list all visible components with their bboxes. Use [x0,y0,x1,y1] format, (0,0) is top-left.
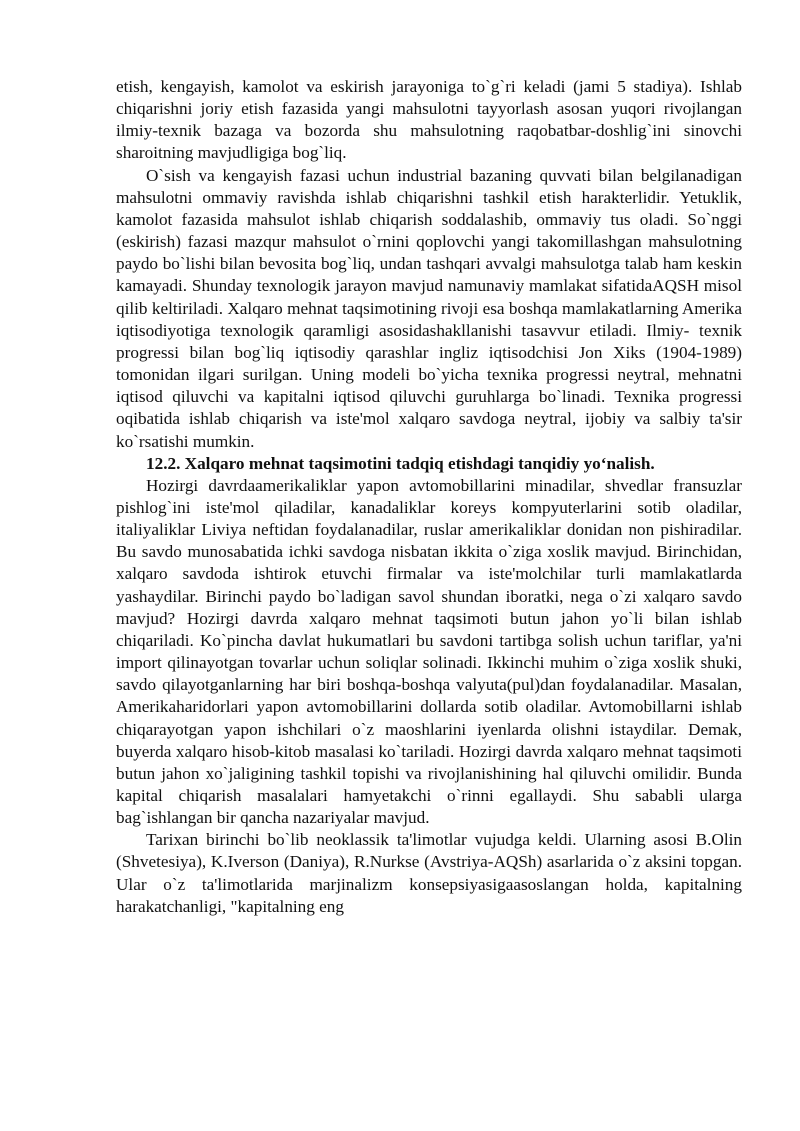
document-page [116,76,742,918]
paragraph-international-trade: Hozirgi davrdaamerikaliklar yapon avtomobillarini minadilar, shvedlar fransuzlar pishlog`ini iste'mol qiladilar, kanadaliklar koreys kompyuterlarini sotib oladilar, italiyaliklar Liviya neftidan foydalanadilar, ruslar amerikaliklar donidan non pishiradilar. Bu savdo munosabatida ichki savdoga nisbatan ikkita o`ziga xoslik mavjud. Birinchidan, xalqaro savdoda ishtirok etuvchi firmalar va iste'molchilar turli mamlakatlarda yashaydilar. Birinchi paydo bo`ladigan savol shundan iboratki, nega o`zi xalqaro savdo mavjud? Hozirgi davrda xalqaro mehnat taqsimoti butun jahon yo`li bilan ishlab chiqariladi. Ko`pincha davlat hukumatlari bu savdoni tartibga solish uchun tariflar, ya'ni import qilinayotgan tovarlar uchun soliqlar solinadi. Ikkinchi muhim o`ziga xoslik shuki, savdo qilayotganlarning har biri boshqa-boshqa valyuta(pul)dan foydalanadilar. Masalan, Amerikaharidorlari yapon avtomobillarini dollarda sotib oladilar. Avtomobillarni ishlab chiqarayotgan yapon ishchilari o`z maoshlarini iyenlarda olishni istaydilar. Demak, buyerda xalqaro hisob-kitob masalasi ko`tariladi. Hozirgi davrda xalqaro mehnat taqsimoti butun jahon xo`jaligining tashkil topishi va rivojlanishining hal qiluvchi omilidir. Bunda kapital chiqarish masalalari hamyetakchi o`rinni egallaydi. Shu sababli ularga bag`ishlangan bir qancha nazariyalar mavjud. [116,475,742,828]
paragraph-neoclassical: Tarixan birinchi bo`lib neoklassik ta'limotlar vujudga keldi. Ularning asosi B.Olin (Shvetesiya), K.Iverson (Daniya), R.Nurkse (Avstriya-AQSh) asarlarida o`z aksini topgan. Ular o`z ta'limotlarida marjinalizm konsepsiyasigaasoslangan holda, kapitalning harakatchanligi, "kapitalning eng [116,830,742,916]
section-heading: 12.2. Xalqaro mehnat taqsimotini tadqiq etishdagi tanqidiy yo‘nalish. [146,453,655,473]
paragraph-growth-phase: O`sish va kengayish fazasi uchun industrial bazaning quvvati bilan belgilanadigan mahsulotni ommaviy ravishda ishlab chiqarishni tashkil etish harakterlidir. Yetuklik, kamolot fazasida mahsulot ishlab chiqarish soddalashib, ommaviy tus oladi. So`nggi (eskirish) fazasi mazqur mahsulot o`rnini qoplovchi yangi takomillashgan mahsulotning paydo bo`lishi bilan bevosita bog`liq, undan tashqari avvalgi mahsulotga talab ham keskin kamayadi. Shunday texnologik jarayon mavjud namunaviy mamlakat sifatidaAQSH misol qilib keltiriladi. Xalqaro mehnat taqsimotining rivoji esa boshqa mamlakatlarning Amerika iqtisodiyotiga texnologik qaramligi asosidashakllanishi tasavvur etiladi. Ilmiy- texnik progressi bilan bog`liq iqtisodiy qarashlar ingliz iqtisodchisi Jon Xiks (1904-1989) tomonidan ilgari surilgan. Uning modeli bo`yicha texnika progressi neytral, mehnatni iqtisod qiluvchi va kapitalni iqtisod qiluvchi guruhlarga bo`linadi. Texnika progressi oqibatida ishlab chiqarish va iste'mol xalqaro savdoga neytral, ijobiy va salbiy ta'sir ko`rsatishi mumkin. [116,165,742,451]
paragraph-continuation: etish, kengayish, kamolot va eskirish jarayoniga to`g`ri keladi (jami 5 stadiya). Ishlab chiqarishni joriy etish fazasida yangi mahsulotni tayyorlash asosan yuqori rivojlangan ilmiy-texnik bazaga va bozorda shu mahsulotning raqobatbar-doshlig`ini sinovchi sharoitning mavjudligiga bog`liq. [116,77,742,163]
